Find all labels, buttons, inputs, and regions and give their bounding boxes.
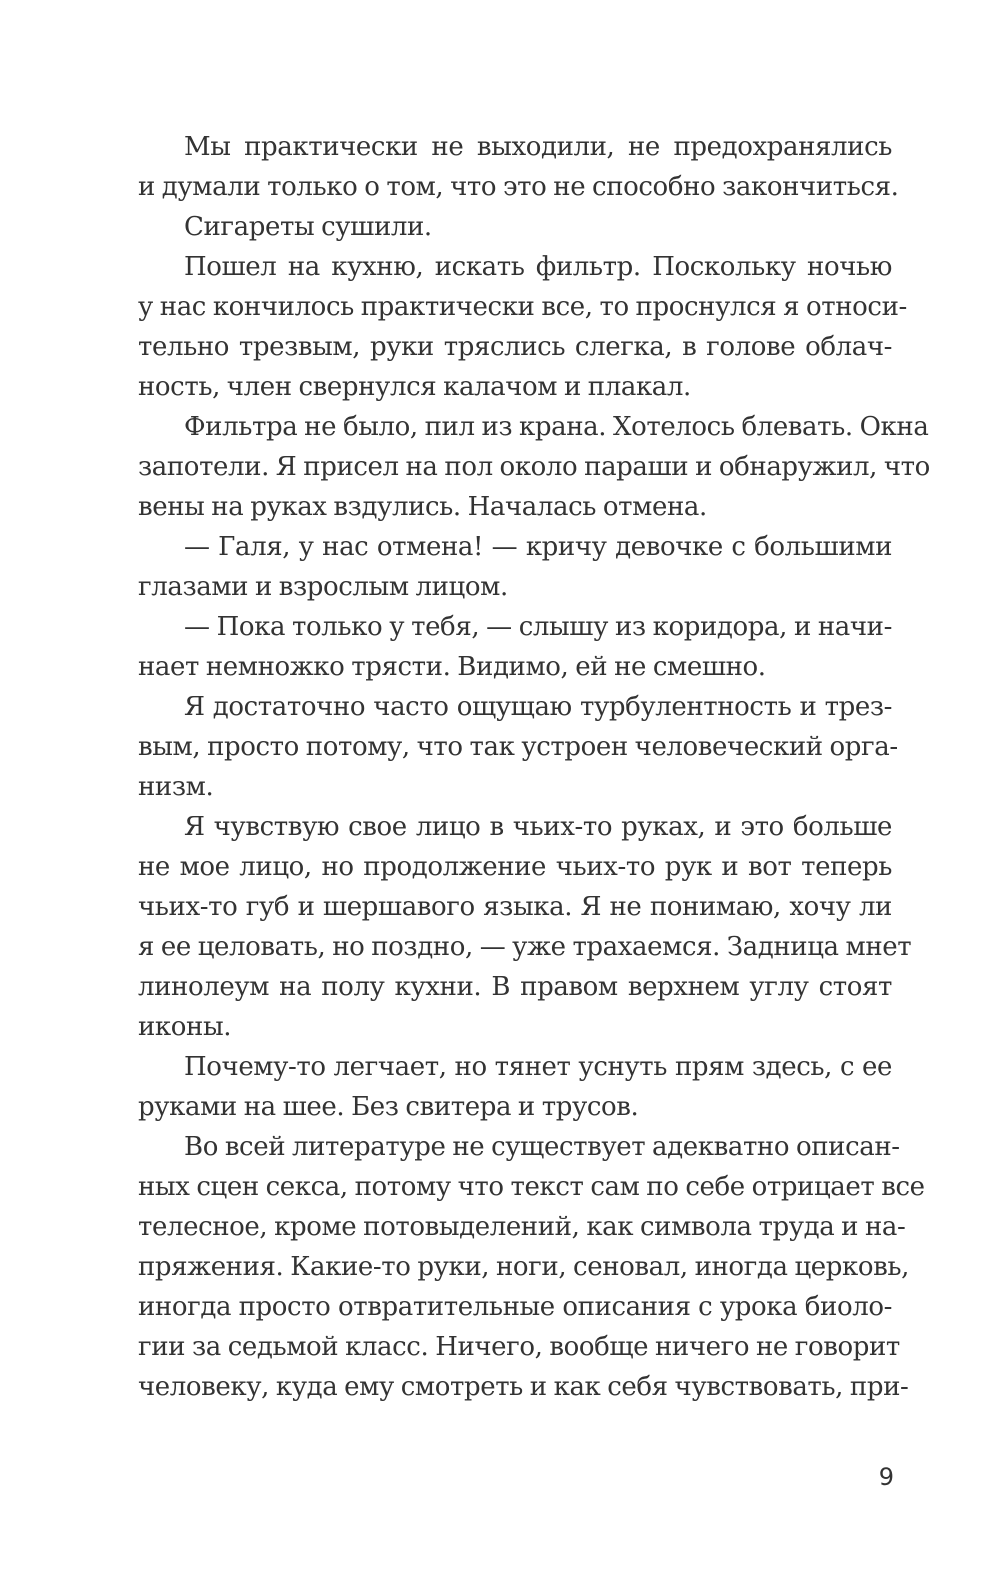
paragraph (138, 247, 907, 407)
text-line: пряжения. Какие-то руки, ноги, сеновал, иногда церковь, (138, 1252, 909, 1282)
text-line: ных сцен секса, потому что текст сам по себе отрицает все (138, 1172, 925, 1202)
text-line: нает немножко трясти. Видимо, ей не смешно. (138, 652, 766, 682)
text-line: чьих-то губ и шершавого языка. Я не понимаю, хочу ли (138, 892, 892, 922)
text-line: — Пока только у тебя, — слышу из коридора, и начи- (184, 612, 892, 642)
paragraph (138, 527, 892, 607)
text-line: вым, просто потому, что так устроен человеческий орга- (138, 732, 898, 762)
text-line: вены на руках вздулись. Началась отмена. (138, 492, 707, 522)
text-line: Мы практически не выходили, не предохранялись (184, 132, 892, 162)
paragraph (138, 807, 912, 1047)
paragraph (138, 207, 892, 247)
paragraph (138, 407, 930, 527)
text-line: — Галя, у нас отмена! — кричу девочке с большими (184, 532, 892, 562)
paragraph (138, 127, 899, 207)
text-line: человеку, куда ему смотреть и как себя чувствовать, при- (138, 1372, 909, 1402)
text-line: у нас кончилось практически все, то проснулся я относи- (138, 292, 907, 322)
text-line: линолеум на полу кухни. В правом верхнем углу стоят (138, 972, 892, 1002)
text-line: иногда просто отвратительные описания с урока биоло- (138, 1292, 892, 1322)
text-line: гии за седьмой класс. Ничего, вообще ничего не говорит (138, 1332, 900, 1362)
page-number: 9 (878, 1463, 894, 1491)
text-line: Почему-то легчает, но тянет уснуть прям здесь, с ее (184, 1052, 892, 1082)
text-line: Пошел на кухню, искать фильтр. Поскольку ночью (184, 252, 892, 282)
text-line: тельно трезвым, руки тряслись слегка, в голове облач- (138, 332, 892, 362)
text-line: Во всей литературе не существует адекватно описан- (184, 1132, 900, 1162)
body-text (138, 127, 930, 1407)
text-line: не мое лицо, но продолжение чьих-то рук и вот теперь (138, 852, 892, 882)
text-line: Я достаточно часто ощущаю турбулентность и трез- (184, 692, 892, 722)
text-line: запотели. Я присел на пол около параши и обнаружил, что (138, 452, 930, 482)
paragraph (138, 1127, 925, 1407)
paragraph (138, 687, 898, 807)
text-line: телесное, кроме потовыделений, как символа труда и на- (138, 1212, 906, 1242)
text-line: Сигареты сушили. (184, 212, 432, 242)
paragraph (138, 607, 892, 687)
text-line: и думали только о том, что это не способно закончиться. (138, 172, 899, 202)
text-line: я ее целовать, но поздно, — уже трахаемся. Задница мнет (138, 932, 912, 962)
text-line: руками на шее. Без свитера и трусов. (138, 1092, 639, 1122)
text-line: иконы. (138, 1012, 232, 1042)
paragraph (138, 1047, 892, 1127)
text-line: ность, член свернулся калачом и плакал. (138, 372, 691, 402)
text-line: Фильтра не было, пил из крана. Хотелось блевать. Окна (184, 412, 929, 442)
text-line: низм. (138, 772, 214, 802)
text-line: глазами и взрослым лицом. (138, 572, 508, 602)
text-line: Я чувствую свое лицо в чьих-то руках, и это больше (184, 812, 892, 842)
